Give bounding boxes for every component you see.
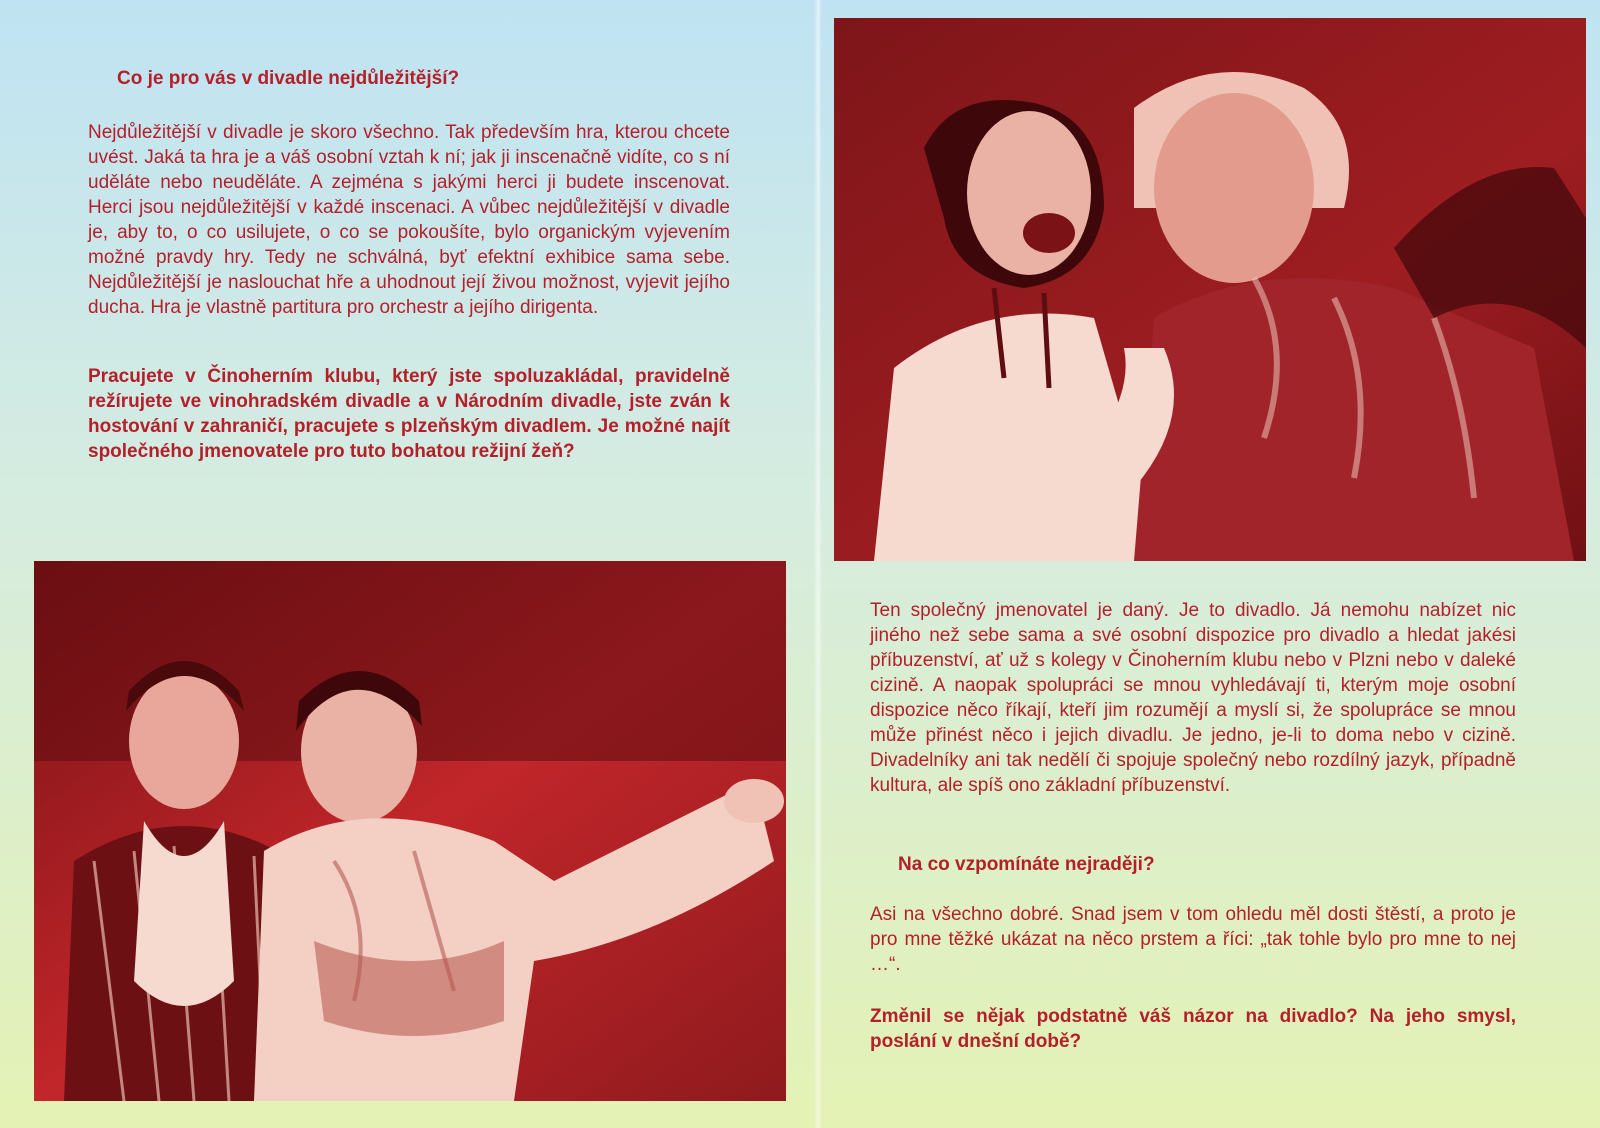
- answer-common-denominator: Ten společný jmenovatel je daný. Je to divadlo. Já nemohu nabízet nic jiného než sebe sama a své osobní dispozice pro divadlo a hledat jakési příbuzenství, ať už s kolegy v Činoherním klubu nebo v Plzni nebo v daleké cizině. A naopak spolupráci se mnou vyhledávají ti, kterým moje osobní dispozice něco říkají, kteří jim rozumějí a myslí si, že spolupráce se mnou může přinést něco i jejich divadlu. Je jedno, je-li to doma nebo v cizině. Divadelníky ani tak nedělí či spojuje společný nebo rozdílný jazyk, případně kultura, ale spíš ono základní příbuzenství.: [870, 600, 1516, 796]
- stage-photo-two-actors-illustration: [34, 561, 786, 1101]
- answer-favorite-memory: Asi na všechno dobré. Snad jsem v tom ohledu měl dosti štěstí, a proto je pro mne těžké ukázat na něco prstem a říci: „tak tohle bylo pro mne to nej …“.: [870, 904, 1516, 975]
- question-common-denominator: Pracujete v Činoherním klubu, který jste spoluzakládal, pravidelně režírujete ve vinohradském divadle a v Národním divadle, jste zván k hostování v zahraničí, pracujete s plzeňským divadlem. Je možné najít společného jmenovatele pro tuto bohatou režijní žeň?: [88, 366, 730, 462]
- question-changed-view: Změnil se nějak podstatně váš názor na divadlo? Na jeho smysl, poslání v dnešní době?: [870, 1006, 1516, 1052]
- question-most-important: Co je pro vás v divadle nejdůležitější?: [117, 68, 460, 89]
- right-page: [818, 0, 1600, 1128]
- question-favorite-memory: Na co vzpomínáte nejraději?: [898, 854, 1155, 875]
- stage-photo-two-actors: [34, 561, 786, 1101]
- stage-photo-laughing-couple-illustration: [834, 18, 1586, 561]
- stage-photo-laughing-couple: [834, 18, 1586, 561]
- answer-most-important: Nejdůležitější v divadle je skoro všechno. Tak především hra, kterou chcete uvést. Jaká ta hra je a váš osobní vztah k ní; jak ji inscenačně vidíte, co s ní uděláte nebo neuděláte. A zejména s jakými herci ji budete inscenovat. Herci jsou nejdůležitější v každé inscenaci. A vůbec nejdůležitější v divadle je, aby to, o co usilujete, o co se pokoušíte, bylo organickým vyjevením možné pravdy hry. Tedy ne schválná, byť efektní exhibice sama sebe. Nejdůležitější je naslouchat hře a uhodnout její živou možnost, vyjevit jejího ducha. Hra je vlastně partitura pro orchestr a jejího dirigenta.: [88, 122, 730, 318]
